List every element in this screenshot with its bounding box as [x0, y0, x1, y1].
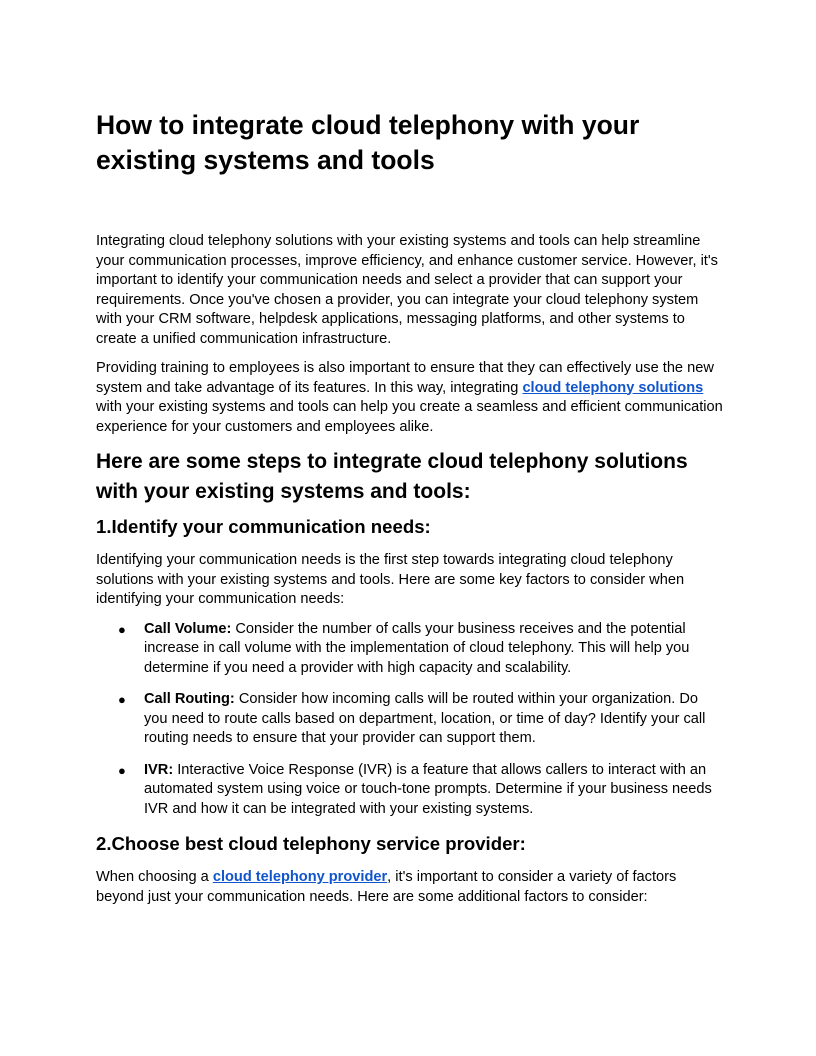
step-1-bullet-list	[96, 620, 724, 820]
cloud-telephony-provider-link[interactable]: cloud telephony provider	[212, 869, 388, 885]
bullet-icon: ●	[118, 762, 126, 778]
intro-paragraph-2	[96, 359, 724, 437]
list-item-ivr	[96, 761, 724, 820]
intro-paragraph-2-text-after: with your existing systems and tools can help you create a seamless and efficient communication experience for your customers and employees alike.	[96, 399, 723, 435]
cloud-telephony-solutions-link[interactable]: cloud telephony solutions	[522, 379, 704, 396]
list-item-label: Call Routing:	[144, 691, 235, 707]
page-title: How to integrate cloud telephony with your existing systems and tools	[96, 110, 640, 175]
bullet-icon: ●	[118, 621, 126, 637]
step-2-text-before: When choosing a	[96, 869, 213, 885]
step-1-heading: 1.Identify your communication needs:	[96, 516, 431, 537]
list-item-label: Call Volume:	[144, 620, 232, 637]
step-2-section	[96, 831, 724, 907]
intro-paragraph-1: Integrating cloud telephony solutions with your existing systems and tools can help streamline your communication processes, improve efficiency, and enhance customer service. However, it's important to identify your communication needs and select a provider that can support your requirements. Once you've chosen a provider, you can integrate your cloud telephony system with your CRM software, helpdesk applications, messaging platforms, and other systems to create a unified communication infrastructure.	[96, 233, 718, 347]
step-2-heading: 2.Choose best cloud telephony service provider:	[96, 833, 526, 854]
list-item-call-routing	[96, 690, 724, 749]
step-1-paragraph: Identifying your communication needs is the first step towards integrating cloud telephony solutions with your existing systems and tools. Here are some key factors to consider when identifying your communication needs:	[96, 552, 685, 607]
list-item-text: Consider how incoming calls will be routed within your organization. Do you need to route calls based on department, location, or time of day? Identify your call routing needs to ensure that your provider can support them.	[144, 691, 706, 746]
bullet-icon: ●	[118, 692, 126, 707]
step-2-text-after: , it's important to consider a variety of factors beyond just your communication needs. Here are some additional factors to consider:	[96, 869, 677, 905]
step-2-paragraph	[96, 868, 724, 907]
step-1-section	[96, 514, 724, 819]
document-content	[96, 108, 724, 917]
list-item-call-volume	[96, 620, 724, 679]
list-item-text: Consider the number of calls your business receives and the potential increase in call volume with the implementation of cloud telephony. This will help you determine if you need a provider with high capacity and scalability.	[144, 620, 690, 676]
intro-section	[96, 232, 724, 437]
list-item-label: IVR:	[144, 761, 174, 778]
intro-paragraph-2-text-before: Providing training to employees is also important to ensure that they can effectively use the new system and take advantage of its features. In this way, integrating	[96, 360, 714, 396]
steps-heading: Here are some steps to integrate cloud telephony solutions with your existing systems and tools:	[96, 450, 688, 503]
list-item-text: Interactive Voice Response (IVR) is a feature that allows callers to interact with an automated system using voice or touch-tone prompts. Determine if your business needs IVR and how it can be integrated with your existing systems.	[144, 761, 712, 817]
